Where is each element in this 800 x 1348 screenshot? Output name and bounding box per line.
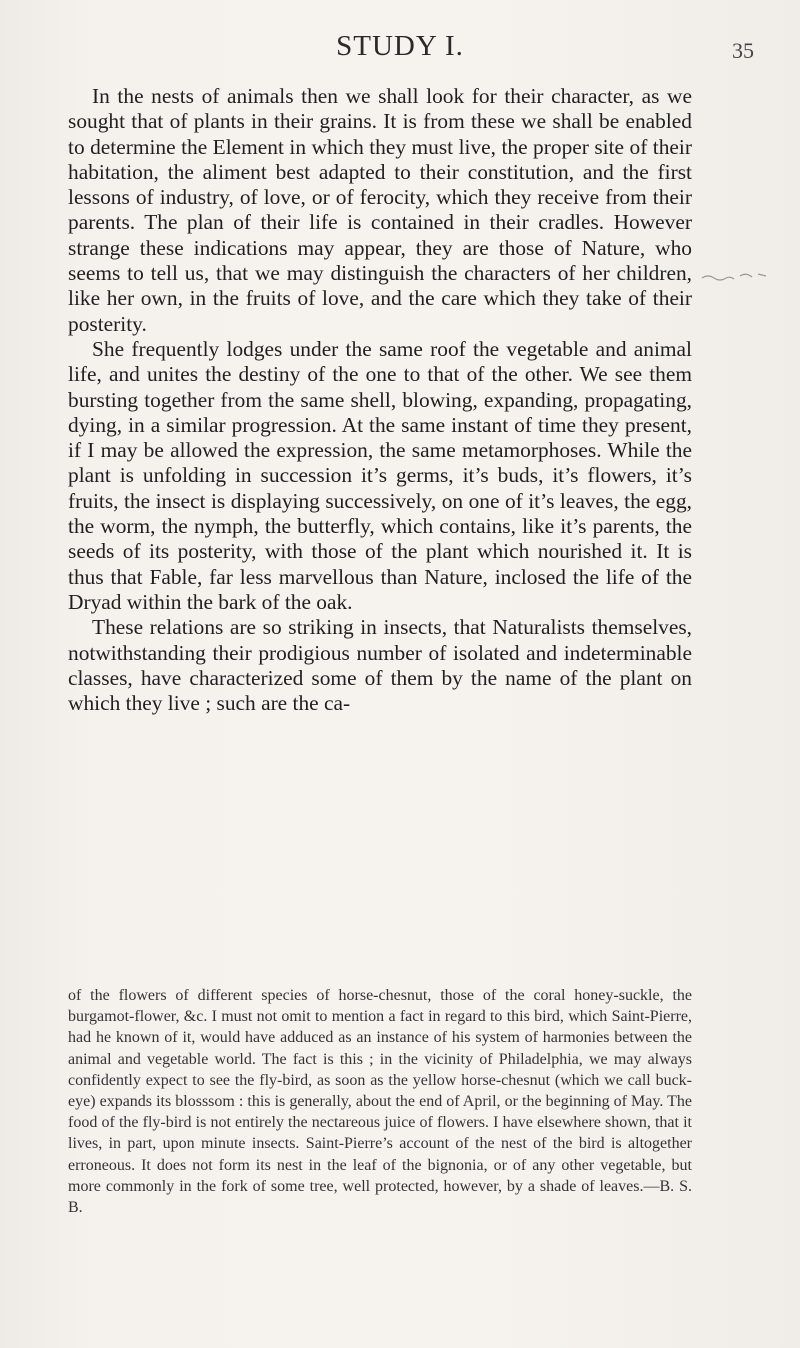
margin-ink-mark [700,266,770,286]
footnote-text: of the flowers of different species of horse-chesnut, those of the coral honey-suckle, the burgamot-flower, &c. I must not omit to mention a fact in regard to this bird, which Saint-Pierre, had he known of it, would have adduced as an instance of his system of harmonies between the animal and vegetable world. The fact is this ; in the vicinity of Philadelphia, we may always confidently expect to see the fly-bird, as soon as the yellow horse-chesnut (which we call buck-eye) expands its blosssom : this is generally, about the end of April, or the beginning of May. The food of the fly-bird is not entirely the nectareous juice of flowers. I have elsewhere shown, that it lives, in part, upon minute insects. Saint-Pierre’s account of the nest of the bird is altogether erroneous. It does not form its nest in the leaf of the bignonia, or of any other vegetable, but more commonly in the fork of some tree, well protected, however, by a shade of leaves.—B. S. B. [68,987,692,1217]
running-head [70,30,754,74]
page-number: 35 [732,38,754,63]
main-text [68,84,692,716]
paragraph-2: She frequently lodges under the same roof the vegetable and animal life, and unites the destiny of the one to that of the other. We see them bursting together from the same shell, blowing, expanding, propagating, dying, in a similar progression. At the same instant of time they present, if I may be allowed the expression, the same metamorphoses. While the plant is unfolding in succession it’s germs, it’s buds, it’s flowers, it’s fruits, the insect is displaying successively, on one of it’s leaves, the egg, the worm, the nymph, the butterfly, which contains, like it’s parents, the seeds of its posterity, with those of the plant which nourished it. It is thus that Fable, far less marvellous than Nature, inclosed the life of the Dryad within the bark of the oak. [68,336,692,614]
footnote [68,985,692,1218]
running-title: STUDY I. [336,30,464,62]
paragraph-1: In the nests of animals then we shall look for their character, as we sought that of plants in their grains. It is from these we shall be enabled to determine the Element in which they must live, the proper site of their habitation, the aliment best adapted to their constitution, and the first lessons of industry, of love, or of ferocity, which they receive from their parents. The plan of their life is contained in their cradles. However strange these indications may appear, they are those of Nature, who seems to tell us, that we may distinguish the characters of her children, like her own, in the fruits of love, and the care which they take of their posterity. [68,84,692,336]
paragraph-3: These relations are so striking in insects, that Naturalists themselves, notwithstanding their prodigious number of isolated and indeterminable classes, have characterized some of them by the name of the plant on which they live ; such are the ca- [68,615,692,716]
